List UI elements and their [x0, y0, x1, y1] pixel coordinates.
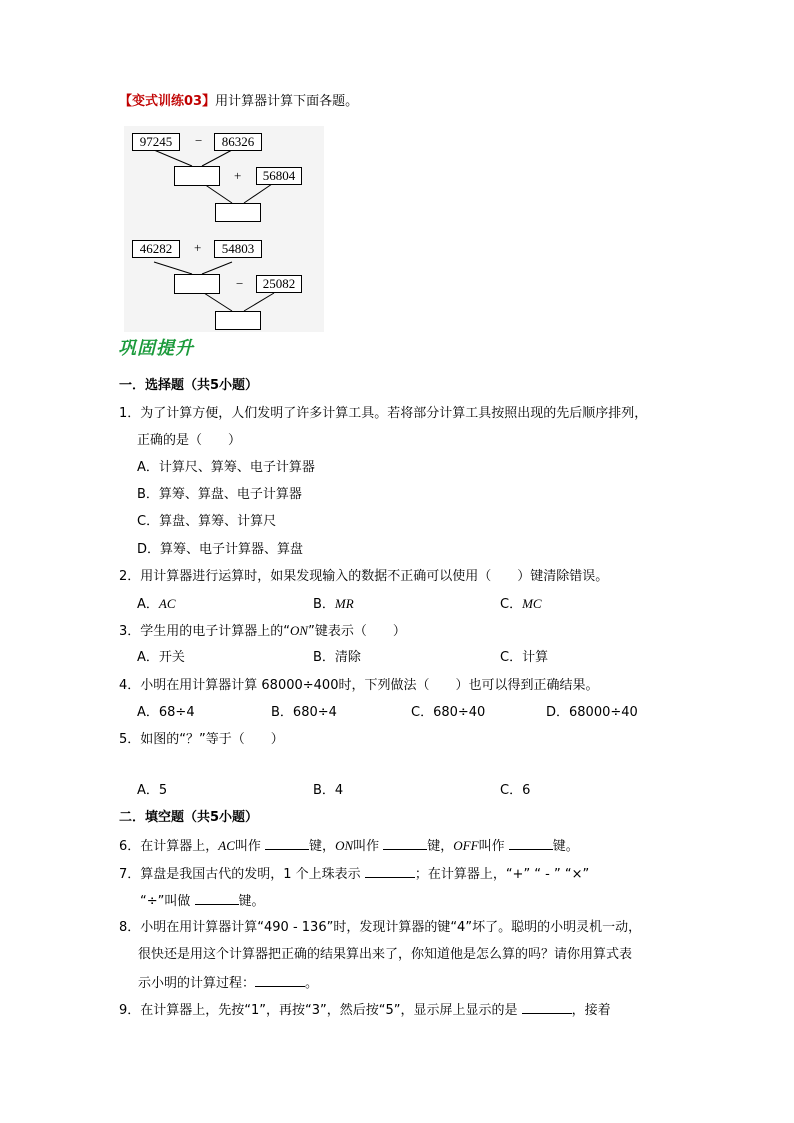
q4-option-b[interactable]: B．680÷4	[271, 705, 337, 720]
q8-line3-b: 。	[305, 976, 319, 991]
diagram1-operator-2: +	[234, 168, 242, 183]
q6-text-4: 键，	[427, 839, 454, 854]
q1-option-c[interactable]: C．算盘、算筹、计算尺	[137, 514, 277, 529]
diagram1-operator-1: −	[195, 133, 203, 148]
q2-option-b[interactable]	[313, 595, 354, 614]
q6-text-2: 键，	[309, 839, 336, 854]
section-title: 巩固提升	[118, 338, 194, 359]
q2-option-a-label: A．	[137, 597, 159, 612]
q6-text-1: 叫作	[234, 839, 266, 854]
q6-stem	[119, 836, 579, 856]
q3-option-a[interactable]: A．开关	[137, 650, 185, 665]
q7-line2-a: “÷”叫做	[140, 894, 195, 909]
diagram2-answer-box-1[interactable]	[174, 274, 220, 294]
q8-line-3	[138, 973, 318, 993]
q4-stem: 4．小明在用计算器计算 68000÷400时，下列做法（ ）也可以得到正确结果。	[119, 678, 599, 693]
variant-instruction: 用计算器计算下面各题。	[215, 94, 359, 109]
diagram1-number-a: 97245	[132, 133, 180, 151]
q6-blank-2[interactable]	[383, 836, 427, 850]
q7-line2-b: 键。	[238, 894, 265, 909]
diagram1-number-b: 86326	[214, 133, 262, 151]
q7-line-1	[119, 864, 589, 884]
q6-blank-1[interactable]	[265, 836, 309, 850]
q2-option-a-value: AC	[158, 596, 176, 611]
q9-line-1	[119, 1000, 611, 1020]
q8-blank[interactable]	[255, 973, 305, 987]
q6-text-5: 叫作	[478, 839, 509, 854]
q8-line-1: 8．小明在用计算器计算“490 - 136”时，发现计算器的键“4”坏了。聪明的小明灵机一动，	[119, 920, 642, 935]
q4-option-c[interactable]: C．680÷40	[411, 705, 486, 720]
q3-option-b[interactable]: B．清除	[313, 650, 361, 665]
q2-option-b-value: MR	[334, 596, 354, 611]
diagram2-number-b: 54803	[214, 240, 262, 258]
q5-stem: 5．如图的“？”等于（ ）	[119, 732, 284, 747]
q7-blank-2[interactable]	[195, 891, 239, 905]
q1-option-d[interactable]: D．算筹、电子计算器、算盘	[137, 542, 304, 557]
q6-key-off: OFF	[453, 838, 479, 853]
q4-option-d[interactable]: D．68000÷40	[546, 705, 638, 720]
q7-line-2	[140, 891, 265, 911]
q7-line1-a: 7．算盘是我国古代的发明，1 个上珠表示	[119, 867, 365, 882]
variant-header	[119, 93, 358, 111]
q9-blank[interactable]	[522, 1000, 572, 1014]
q6-key-on: ON	[335, 838, 354, 853]
q5-option-c[interactable]: C．6	[500, 783, 531, 798]
q1-option-b[interactable]: B．算筹、算盘、电子计算器	[137, 487, 302, 502]
q6-blank-3[interactable]	[509, 836, 553, 850]
q1-stem: 1．为了计算方便，人们发明了许多计算工具。若将部分计算工具按照出现的先后顺序排列，	[119, 406, 648, 421]
q3-stem-pre: 3．学生用的电子计算器上的“	[119, 624, 291, 639]
q3-stem-post: ”键表示（ ）	[308, 624, 406, 639]
diagram1-answer-box-2[interactable]	[215, 203, 261, 222]
diagram1-number-c: 56804	[256, 167, 302, 185]
q6-text-3: 叫作	[353, 839, 384, 854]
diagram2-operator-1: +	[194, 240, 202, 255]
q6-key-ac: AC	[218, 838, 235, 853]
diagram2-operator-2: −	[236, 276, 244, 291]
q5-option-a[interactable]: A．5	[137, 783, 168, 798]
diagram2-answer-box-2[interactable]	[215, 311, 261, 330]
q2-option-b-label: B．	[313, 597, 335, 612]
calculation-diagram	[124, 126, 324, 332]
q5-option-b[interactable]: B．4	[313, 783, 344, 798]
part1-heading: 一．选择题（共5小题）	[119, 378, 259, 393]
q8-line-2: 很快还是用这个计算器把正确的结果算出来了，你知道他是怎么算的吗？请你用算式表	[138, 947, 633, 962]
diagram2-number-c: 25082	[256, 275, 302, 293]
q2-option-c[interactable]	[500, 595, 542, 614]
q2-option-c-value: MC	[522, 596, 542, 611]
q2-stem: 2．用计算器进行运算时，如果发现输入的数据不正确可以使用（ ）键清除错误。	[119, 569, 609, 584]
q6-text-6: 键。	[552, 839, 579, 854]
q8-line3-a: 示小明的计算过程：	[138, 976, 256, 991]
q2-option-a[interactable]	[137, 595, 176, 614]
q3-stem-key: ON	[290, 623, 309, 638]
q9-text-b: ，接着	[571, 1003, 611, 1018]
diagram2-number-a: 46282	[132, 240, 180, 258]
diagram-connector-lines	[124, 126, 324, 332]
variant-tag: 【变式训练03】	[119, 94, 216, 109]
q2-option-c-label: C．	[500, 597, 523, 612]
q7-line1-b: ；在计算器上，“+” “ - ” “×”	[414, 867, 590, 882]
q3-stem	[119, 622, 406, 641]
q4-option-a[interactable]: A．68÷4	[137, 705, 195, 720]
q9-text-a: 9．在计算器上，先按“1”，再按“3”，然后按“5”，显示屏上显示的是	[119, 1003, 522, 1018]
q7-blank-1[interactable]	[365, 864, 415, 878]
q1-option-a[interactable]: A．计算尺、算筹、电子计算器	[137, 460, 315, 475]
part2-heading: 二．填空题（共5小题）	[119, 810, 259, 825]
q1-stem-cont: 正确的是（ ）	[137, 433, 242, 448]
diagram1-answer-box-1[interactable]	[174, 166, 220, 186]
q3-option-c[interactable]: C．计算	[500, 650, 549, 665]
q6-pre: 6．在计算器上，	[119, 839, 219, 854]
